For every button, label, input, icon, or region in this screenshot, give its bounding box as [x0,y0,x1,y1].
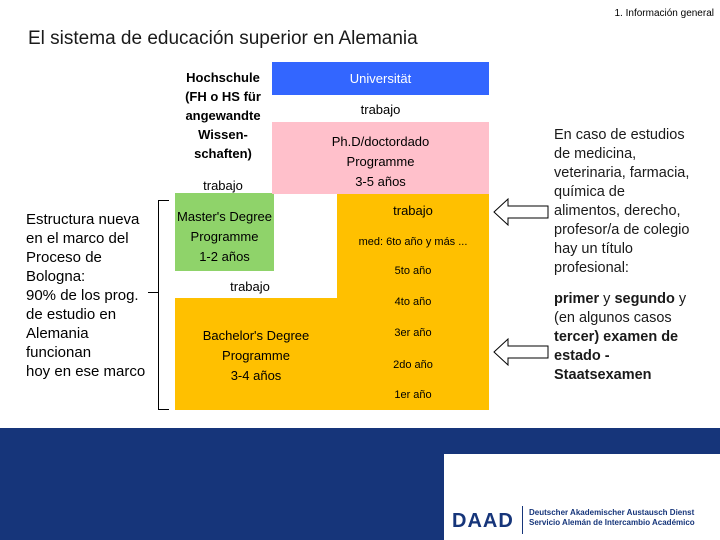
note-line: profesional: [554,260,629,276]
note-bold: ) examen de [594,329,679,345]
note-line: En caso de estudios [554,127,685,143]
note-bold: tercer [554,329,595,345]
daad-subtitle-line: Servicio Alemán de Intercambio Académico [529,518,695,527]
bologna-note [26,210,166,381]
section-label: 1. Información general [614,8,714,19]
arrow-left-icon [492,336,550,368]
note-line: profesor/a de colegio [554,222,690,238]
bologna-note-line: en el marco del [26,230,129,247]
phd-line-1: Ph.D/doctordado [331,134,430,149]
daad-logo: DAAD [452,510,514,532]
trabajo-label-right-top: trabajo [360,102,401,117]
daad-subtitle-line: Deutscher Akademischer Austausch Dienst [529,508,695,517]
staatsexamen-note [554,290,714,385]
note-line: veterinaria, farmacia, [554,165,690,181]
universitat-box: Universität [272,62,489,95]
bologna-note-line: Bologna: [26,268,86,285]
bologna-note-line: Estructura nueva [26,211,140,228]
note-bold: segundo [614,291,675,307]
phd-line-2: Programme [346,154,415,169]
phd-box [272,122,489,194]
note-bold: Staatsexamen [554,367,652,383]
year-5-label: 5to año [394,265,432,277]
hochschule-line-4: Wissen- [198,127,248,142]
year-3-label: 3er año [394,327,432,339]
bachelors-line-1: Bachelor's Degree [202,328,310,343]
year-2-label: 2do año [393,359,433,371]
logo-divider [522,506,523,534]
bachelors-line-2: Programme [222,348,290,363]
note-text: y [599,291,615,307]
trabajo-label-right-mid: trabajo [393,203,433,218]
footer-blue-panel [0,454,444,540]
professional-title-note [554,126,714,278]
bologna-note-line: Alemania [26,325,89,342]
masters-box [175,193,274,271]
hochschule-line-5: schaften) [194,146,252,161]
year-1-label: 1er año [394,389,432,401]
bologna-note-line: de estudio en [26,306,117,323]
note-text: y [674,291,687,307]
hochschule-box [175,62,271,166]
hochschule-line-1: Hochschule [186,70,260,85]
note-bold: estado - [554,348,610,364]
note-bold: primer [554,291,600,307]
footer-band [0,428,720,454]
masters-line-2: Programme [190,229,259,244]
hochschule-line-3: angewandte [185,108,261,123]
phd-line-3: 3-5 años [355,174,406,189]
bologna-note-line: 90% de los prog. [26,287,139,304]
bologna-note-line: hoy en ese marco [26,363,146,380]
arrow-left-icon [492,196,550,228]
page-title: El sistema de educación superior en Alemania [28,28,418,49]
bachelors-line-3: 3-4 años [230,368,282,383]
note-line: hay un título [554,241,633,257]
masters-line-1: Master's Degree [177,209,272,224]
bracket [158,200,169,410]
masters-line-3: 1-2 años [199,249,250,264]
bachelors-box [175,298,337,410]
note-line: química de [554,184,625,200]
trabajo-label-left-top: trabajo [203,178,243,193]
year-4-label: 4to año [394,296,432,308]
note-line: de medicina, [554,146,637,162]
daad-subtitle [529,508,695,528]
bologna-note-line: funcionan [26,344,92,361]
med-label: med: 6to año y más ... [358,236,468,248]
bracket-tick [148,292,158,293]
note-text: (en algunos casos [554,310,672,326]
trabajo-label-left-mid: trabajo [230,279,270,294]
note-line: alimentos, derecho, [554,203,681,219]
bologna-note-line: Proceso de [26,249,102,266]
hochschule-line-2: (FH o HS für [185,89,261,104]
